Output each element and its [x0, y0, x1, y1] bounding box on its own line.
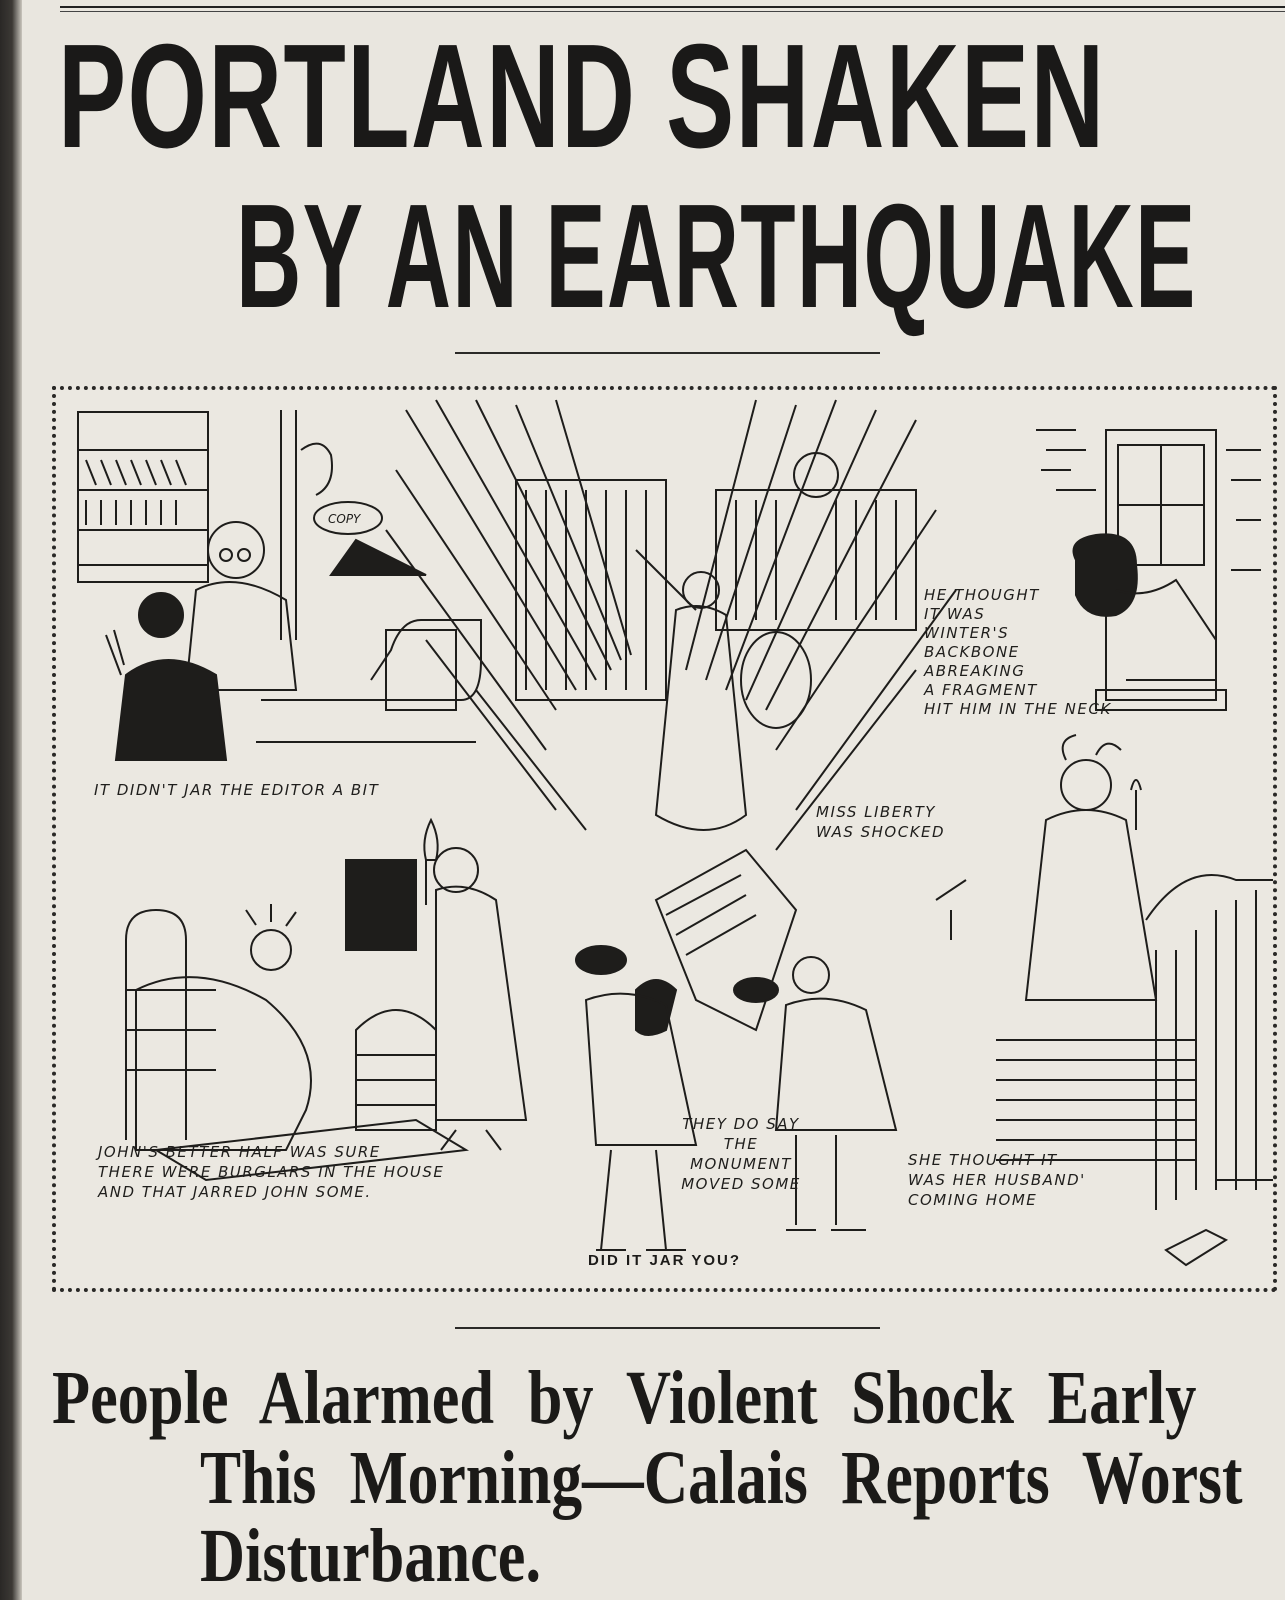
top-rule — [60, 6, 1285, 8]
subheadline-line-2: This Morning—Calais Reports Worst — [200, 1436, 1243, 1520]
editor-caption: IT DIDN'T JAR THE EDITOR A BIT — [94, 781, 380, 799]
copy-bubble-text: COPY — [328, 512, 361, 526]
liberty-caption: MISS LIBERTY WAS SHOCKED — [816, 803, 946, 841]
cartoon-illustration — [52, 386, 1277, 1292]
top-rule-thin — [60, 11, 1285, 12]
page-scan-edge — [0, 0, 22, 1600]
burglars-scene — [126, 820, 526, 1180]
editor-scene — [78, 410, 481, 760]
cartoon-bottom-caption: DID IT JAR YOU? — [587, 1252, 742, 1269]
window-man-caption: HE THOUGHT IT WAS WINTER'S BACKBONE ABREAKING A FRAGMENT HIT HIM IN THE NECK — [924, 586, 1112, 718]
subheadline-line-1: People Alarmed by Violent Shock Early — [52, 1356, 1197, 1440]
monument-scene — [576, 946, 896, 1250]
subheadline-line-3: Disturbance. — [200, 1514, 542, 1598]
deck-divider — [455, 1327, 880, 1329]
husband-caption: SHE THOUGHT IT WAS HER HUSBAND' COMING HOME — [908, 1151, 1086, 1209]
headline-divider — [455, 352, 880, 354]
headline-line-2: BY AN EARTHQUAKE — [236, 174, 1197, 339]
burglars-caption: JOHN'S BETTER HALF WAS SURE THERE WERE BURGLARS IN THE HOUSE AND THAT JARRED JOHN SOME. — [98, 1143, 445, 1201]
monument-caption: THEY DO SAY THE MONUMENT MOVED SOME — [681, 1115, 801, 1193]
liberty-scene — [386, 400, 956, 1030]
headline-line-1: PORTLAND SHAKEN — [58, 14, 1106, 179]
